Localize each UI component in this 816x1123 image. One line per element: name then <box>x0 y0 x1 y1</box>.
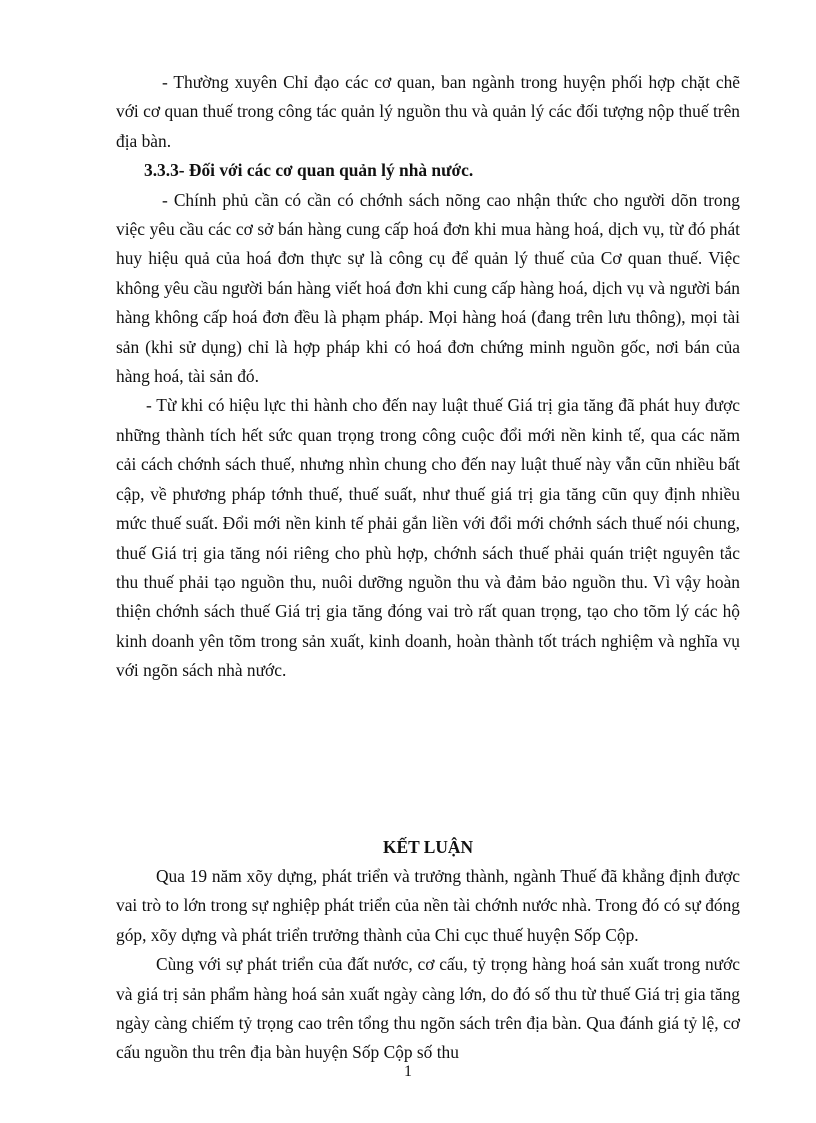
paragraph-conclusion-intro: Qua 19 năm xõy dựng, phát triển và trưởng thành, ngành Thuế đã khẳng định được vai trò to lớn trong sự nghiệp phát triển của nền tài chớnh nước nhà. Trong đó có sự đóng góp, xõy dựng và phát triển trưởng thành của Chi cục thuế huyện Sốp Cộp. <box>116 865 740 945</box>
conclusion-title: KẾT LUẬN <box>382 836 474 857</box>
paragraph-government-invoices: - Chính phủ cần có cần có chớnh sách nõng cao nhận thức cho người dõn trong việc yêu cầu các cơ sở bán hàng cung cấp hoá đơn khi mua hàng hoá, dịch vụ, từ đó phát huy hiệu quả của hoá đơn thực sự là công cụ để quản lý thuế của Cơ quan thuế. Việc không yêu cầu người bán hàng viết hoá đơn khi cung cấp hàng hoá, dịch vụ và người bán hàng không cấp hoá đơn đều là phạm pháp. Mọi hàng hoá (đang trên lưu thông), mọi tài sản (khi sử dụng) chỉ là hợp pháp khi có hoá đơn chứng minh nguồn gốc, nơi bán của hàng hoá, tài sản đó. <box>116 189 740 387</box>
page-number: 1 <box>404 1063 412 1080</box>
paragraph-coordination: - Thường xuyên Chỉ đạo các cơ quan, ban ngành trong huyện phối hợp chặt chẽ với cơ quan thuế trong công tác quản lý nguồn thu và quản lý các đối tượng nộp thuế trên địa bàn. <box>116 72 740 151</box>
section-spacer <box>116 686 740 833</box>
paragraph-conclusion-development: Cùng với sự phát triển của đất nước, cơ cấu, tỷ trọng hàng hoá sản xuất trong nước và giá trị sản phẩm hàng hoá sản xuất ngày càng lớn, do đó số thu từ thuế Giá trị gia tăng ngày càng chiếm tỷ trọng cao trên tổng thu ngõn sách trên địa bàn. Qua đánh giá tỷ lệ, cơ cấu nguồn thu trên địa bàn huyện Sốp Cộp số thu <box>116 954 740 1063</box>
paragraph-vat-law: - Từ khi có hiệu lực thi hành cho đến nay luật thuế Giá trị gia tăng đã phát huy được những thành tích hết sức quan trọng trong công cuộc đổi mới nền kinh tế, qua các năm cải cách chớnh sách thuế, nhưng nhìn chung cho đến nay luật thuế này vẫn cũn nhiều bất cập, về phương pháp tớnh thuế, thuế suất, như thuế giá trị gia tăng cũn quy định nhiều mức thuế suất. Đổi mới nền kinh tế phải gắn liền với đổi mới chớnh sách thuế nói chung, thuế Giá trị gia tăng nói riêng cho phù hợp, chớnh sách thuế phải quán triệt nguyên tắc thu thuế phải tạo nguồn thu, nuôi dưỡng nguồn thu và đảm bảo nguồn thu. Vì vậy hoàn thiện chớnh sách thuế Giá trị gia tăng đóng vai trò rất quan trọng, tạo cho tõm lý các hộ kinh doanh yên tõm trong sản xuất, kinh doanh, hoàn thành tốt trách nghiệm và nghĩa vụ với ngõn sách nhà nước. <box>116 395 740 681</box>
section-heading-3-3-3: 3.3.3- Đối với các cơ quan quản lý nhà nước. <box>144 160 474 181</box>
document-page <box>116 68 740 1068</box>
